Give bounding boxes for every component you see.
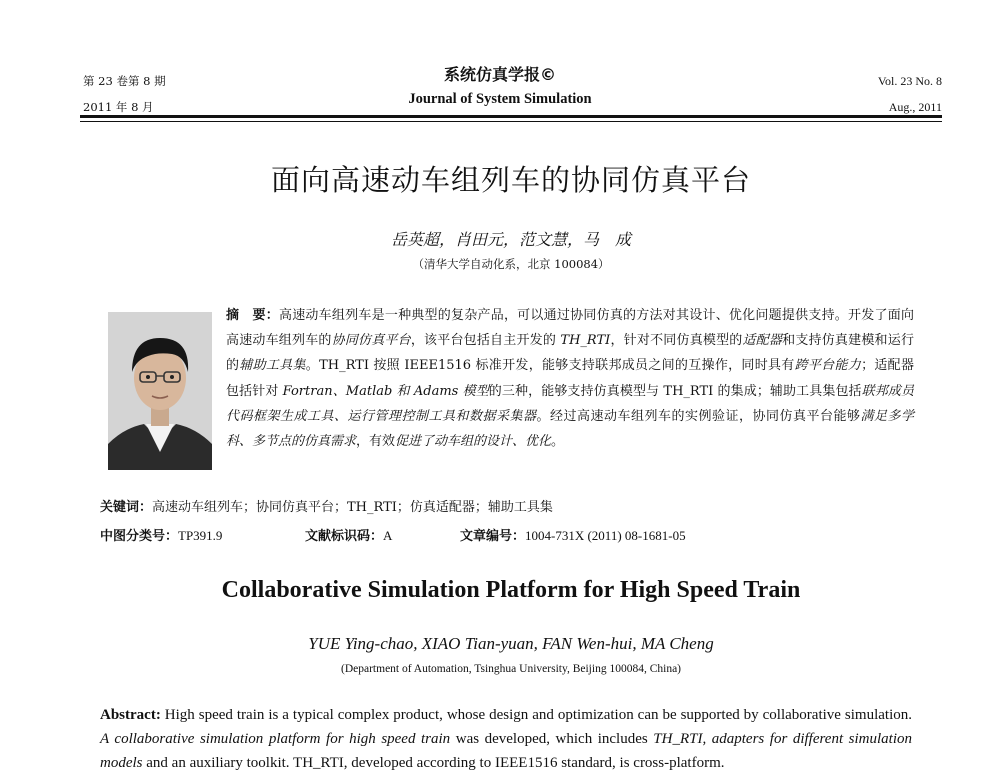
journal-name (300, 62, 700, 110)
affiliation-en: (Department of Automation, Tsinghua University, Beijing 100084, China) (341, 663, 681, 675)
abstract-en (100, 703, 912, 775)
keywords-text: 高速动车组列车；协同仿真平台；TH_RTI；仿真适配器；辅助工具集 (152, 500, 553, 515)
abstract-en-text: was developed, which includes (450, 731, 654, 747)
abstract-cn-text: 的三种，能够支持仿真模型与 TH_RTI 的集成；辅助工具集包括 (488, 383, 862, 399)
authors-cn: 岳英超，肖田元，范文慧，马 成 (390, 230, 631, 249)
date-cn: 2011 年 8 月 (83, 100, 154, 114)
abstract-en-text: and an auxiliary toolkit. TH_RTI, developed according to IEEE1516 standard, is cross-platform. (142, 755, 725, 771)
abstract-cn-text: 。 (551, 434, 565, 450)
clc-label: 中图分类号： (100, 529, 179, 544)
article-number-value: 1004-731X (2011) 08-1681-05 (525, 528, 686, 543)
abstract-cn-label: 摘 要： (226, 308, 279, 323)
header-rule-thick (80, 115, 942, 118)
abstract-en-emphasis: A collaborative simulation platform for high speed train (100, 731, 451, 747)
abstract-cn-text: 高速动车组列车是一种典型的复杂产品，可以通过协同仿真的方法对其设计、优化问题提供支持。开发了面向高速动车组列车的 (226, 308, 914, 349)
date-en: Aug., 2011 (888, 100, 942, 114)
abstract-cn-text: ，有效 (356, 434, 396, 450)
abstract-cn-text: 。经过高速动车组列车的实例验证，协同仿真平台能够 (536, 408, 861, 424)
abstract-cn-emphasis: 适配器 (742, 333, 783, 349)
paper-title-en: Collaborative Simulation Platform for High Speed Train (221, 577, 801, 603)
keywords-label: 关键词： (100, 500, 153, 515)
abstract-cn-emphasis: 跨平台能力 (794, 358, 862, 374)
journal-issue-en (878, 68, 942, 120)
abstract-cn-emphasis: 联邦成员代码框架生成工具、运行管理控制工具和数据采集器 (226, 383, 914, 424)
header-rule-thin (80, 121, 942, 122)
doc-code-value: A (383, 528, 393, 543)
abstract-cn-emphasis: 辅助工具集 (239, 358, 306, 374)
keywords-cn (100, 496, 940, 515)
author-photo (108, 312, 212, 470)
journal-name-cn: 系统仿真学报© (443, 65, 556, 84)
abstract-cn (226, 303, 914, 454)
abstract-cn-emphasis: 满足多学科、多节点的仿真需求 (226, 408, 914, 450)
abstract-cn-emphasis: 促进了动车组的设计、优化 (395, 434, 552, 450)
abstract-en-emphasis: TH_RTI, adapters for different simulation models (100, 731, 912, 771)
journal-name-en: Journal of System Simulation (408, 91, 592, 107)
abstract-cn-emphasis: Fortran、Matlab 和 Adams 模型 (282, 383, 489, 399)
affiliation-cn: （清华大学自动化系，北京 100084） (412, 257, 610, 271)
abstract-cn-text: ，该平台包括自主开发的 (410, 333, 561, 349)
clc-value: TP391.9 (178, 528, 223, 543)
abstract-cn-text: ，针对不同仿真模型的 (610, 333, 743, 349)
abstract-cn-text: 和支持仿真建模和运行的 (226, 333, 914, 374)
journal-issue-cn (83, 68, 166, 120)
doc-code-label: 文献标识码： (305, 529, 384, 544)
abstract-cn-text: 。TH_RTI 按照 IEEE1516 标准开发，能够支持联邦成员之间的互操作，同时具有 (305, 358, 795, 374)
article-number-label: 文章编号： (460, 529, 526, 544)
abstract-en-text: High speed train is a typical complex product, whose design and optimization can be supported by collaborative simulation. (160, 707, 912, 723)
classification-line (100, 525, 940, 544)
abstract-cn-emphasis: TH_RTI (560, 333, 611, 349)
paper-title-cn: 面向高速动车组列车的协同仿真平台 (270, 163, 751, 197)
abstract-en-label: Abstract: (100, 707, 161, 723)
abstract-cn-text: ；适配器包括针对 (226, 358, 914, 399)
volume-cn: 第 23 卷第 8 期 (83, 74, 166, 88)
abstract-cn-emphasis: 协同仿真平台 (331, 333, 411, 349)
authors-en: YUE Ying-chao, XIAO Tian-yuan, FAN Wen-hui, MA Cheng (308, 634, 714, 653)
volume-en: Vol. 23 No. 8 (877, 74, 942, 88)
